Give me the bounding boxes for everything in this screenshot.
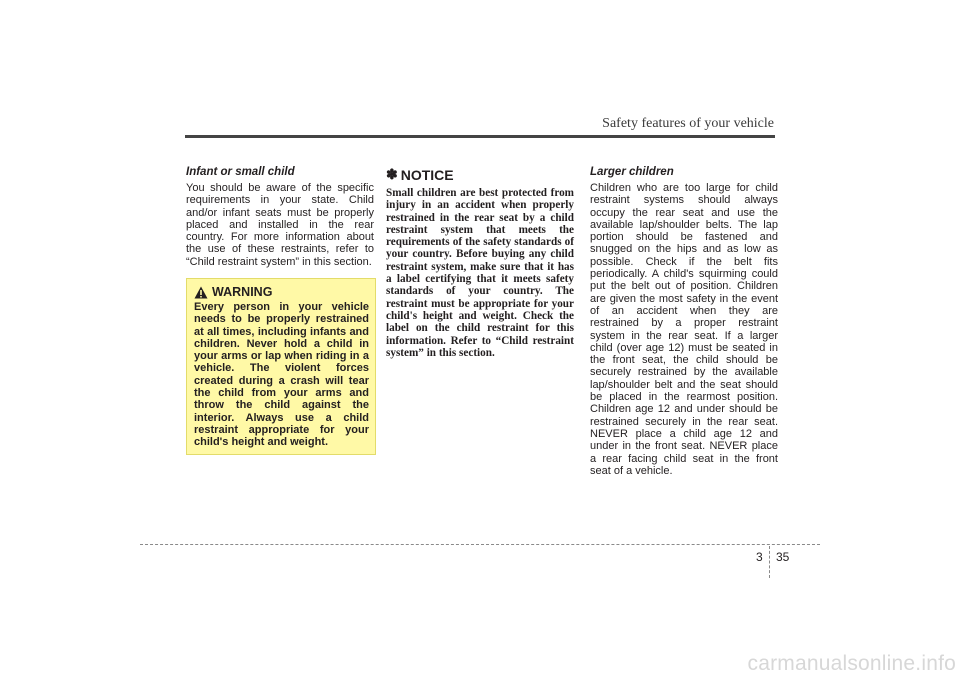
larger-children-subheading: Larger children — [590, 166, 674, 178]
notice-title: NOTICE — [400, 166, 454, 183]
chapter-number: 3 — [756, 550, 763, 564]
infant-section — [186, 166, 374, 268]
notice-body: Small children are best protected from injury in an accident when properly restrained in the rear seat by a child restraint system that meets the requirements of the safety standards of your country. Before buying any child restraint system, make sure that it has a label certifying that it meets safety standards of your country. The restraint must be appropriate for your child's height and weight. Check the label on the child restraint for this information. Refer to “Child restraint system” in this section. — [386, 187, 574, 359]
infant-subheading: Infant or small child — [186, 166, 295, 178]
notice-star-icon: ✽ — [386, 166, 398, 182]
warning-box — [186, 278, 376, 455]
infant-body: You should be aware of the specific requirements in your state. Child and/or infant seats must be properly placed and installed in the rear country. For more information about the use of these restraints, refer to “Child restraint system” in this section. — [186, 182, 374, 268]
warning-body: Every person in your vehicle needs to be properly restrained at all times, including infants and children. Never hold a child in your arms or lap when riding in a vehicle. The violent forces created during a crash will tear the child from your arms and throw the child against the interior. Always use a child restraint appropriate for your child's height and weight. — [194, 301, 369, 449]
larger-children-section — [590, 166, 778, 477]
header-rule — [185, 135, 775, 138]
warning-header — [194, 285, 369, 299]
notice-header — [386, 166, 574, 183]
notice-section — [386, 166, 574, 359]
larger-children-body: Children who are too large for child restraint systems should always occupy the rear seat and use the available lap/shoulder belts. The lap portion should be fastened and snugged on the hips and as low as possible. Check if the belt fits periodically. A child's squirming could put the belt out of position. Children are given the most safety in the event of an accident when they are restrained by a proper restraint system in the rear seat. If a larger child (over age 12) must be seated in the front seat, the child should be securely restrained by the available lap/shoulder belt and the seat should be placed in the rearmost position. Children age 12 and under should be restrained securely in the rear seat. NEVER place a child age 12 and under in the front seat. NEVER place a rear facing child seat in the front seat of a vehicle. — [590, 182, 778, 477]
section-title: Safety features of your vehicle — [602, 116, 774, 131]
page-number: 35 — [776, 550, 790, 564]
warning-triangle-icon — [194, 286, 208, 299]
watermark: carmanualsonline.info — [747, 652, 956, 675]
footer-rule — [140, 544, 820, 545]
page-number-separator — [769, 546, 770, 578]
warning-title: WARNING — [212, 285, 273, 299]
